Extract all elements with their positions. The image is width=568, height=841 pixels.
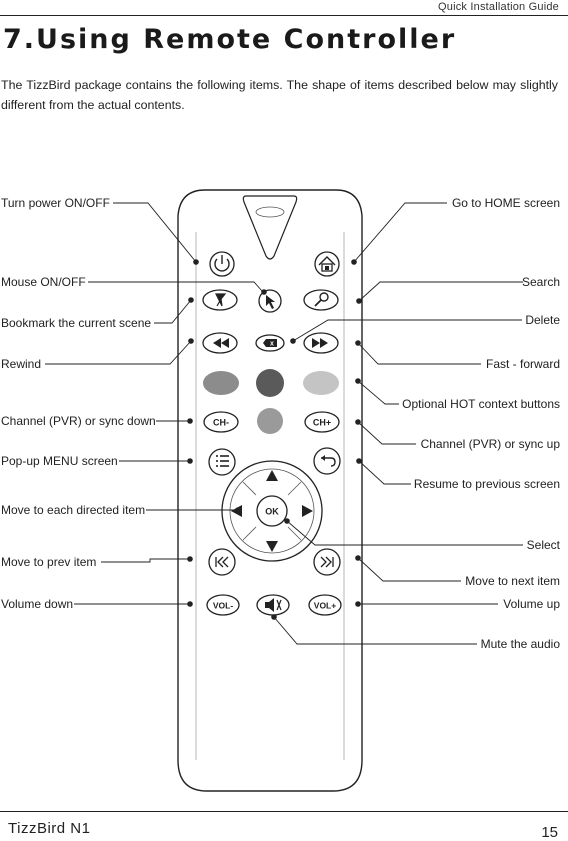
leader-next <box>358 558 461 581</box>
running-header: Quick Installation Guide <box>438 1 559 13</box>
footer-product-name: TizzBird N1 <box>8 820 91 837</box>
label-next-item: Move to next item <box>465 574 560 588</box>
label-mouse: Mouse ON/OFF <box>1 275 86 289</box>
leader-resume <box>359 461 411 484</box>
ch-minus-button[interactable] <box>204 412 238 432</box>
label-search: Search <box>521 275 560 289</box>
volume-up-label: VOL+ <box>313 600 337 611</box>
leader-rewind <box>45 341 191 364</box>
label-move-directed: Move to each directed item <box>1 503 146 517</box>
ch-plus-label: CH+ <box>312 417 332 428</box>
ch-center-button[interactable] <box>257 408 283 434</box>
mute-button[interactable] <box>257 595 289 615</box>
home-button[interactable] <box>315 252 339 276</box>
ok-label: OK <box>265 506 279 517</box>
hot-button-left[interactable] <box>203 371 239 395</box>
next-button[interactable] <box>314 549 340 575</box>
search-button[interactable] <box>304 290 338 310</box>
intro-paragraph: The TizzBird package contains the following items. The shape of items described below may slightly different from the actual contents. <box>1 78 558 112</box>
label-fast-forward: Fast - forward <box>485 357 560 371</box>
back-button[interactable] <box>314 448 340 474</box>
hot-button-center[interactable] <box>256 369 284 397</box>
label-power: Turn power ON/OFF <box>1 196 110 210</box>
fast-forward-button[interactable] <box>304 333 338 353</box>
volume-down-label: VOL- <box>212 600 234 611</box>
power-button[interactable] <box>210 252 234 276</box>
ok-button[interactable] <box>257 496 287 526</box>
label-prev-item: Move to prev item <box>1 555 97 569</box>
ch-plus-button[interactable] <box>305 412 339 432</box>
leader-hot <box>358 381 399 404</box>
page-number: 15 <box>541 824 558 841</box>
label-popup-menu: Pop-up MENU screen <box>1 454 118 468</box>
leader-home <box>354 203 447 262</box>
footer-rule <box>0 811 568 812</box>
leader-prev <box>101 559 190 562</box>
label-bookmark: Bookmark the current scene <box>1 316 152 330</box>
bookmark-button[interactable] <box>203 290 237 310</box>
delete-mark: x <box>270 340 274 348</box>
label-ch-down: Channel (PVR) or sync down <box>1 414 156 428</box>
leader-ch-up <box>358 422 416 444</box>
delete-button[interactable] <box>256 335 284 351</box>
section-title: 7.Using Remote Controller <box>3 24 457 55</box>
ch-minus-label: CH- <box>213 417 229 428</box>
label-volume-up: Volume up <box>503 597 560 611</box>
leader-search <box>359 282 523 301</box>
leader-ff <box>358 343 481 364</box>
label-hot-buttons: Optional HOT context buttons <box>402 397 560 411</box>
label-resume: Resume to previous screen <box>413 477 560 491</box>
label-select: Select <box>526 538 560 552</box>
label-rewind: Rewind <box>1 357 42 371</box>
label-home: Go to HOME screen <box>451 196 560 210</box>
prev-button[interactable] <box>209 549 235 575</box>
label-delete: Delete <box>525 313 560 327</box>
volume-down-button[interactable] <box>207 595 239 615</box>
rewind-button[interactable] <box>203 333 237 353</box>
volume-up-button[interactable] <box>309 595 341 615</box>
label-volume-down: Volume down <box>1 597 74 611</box>
menu-button[interactable] <box>209 449 235 475</box>
label-ch-up: Channel (PVR) or sync up <box>420 437 560 451</box>
hot-button-right[interactable] <box>303 371 339 395</box>
label-mute: Mute the audio <box>480 637 560 651</box>
